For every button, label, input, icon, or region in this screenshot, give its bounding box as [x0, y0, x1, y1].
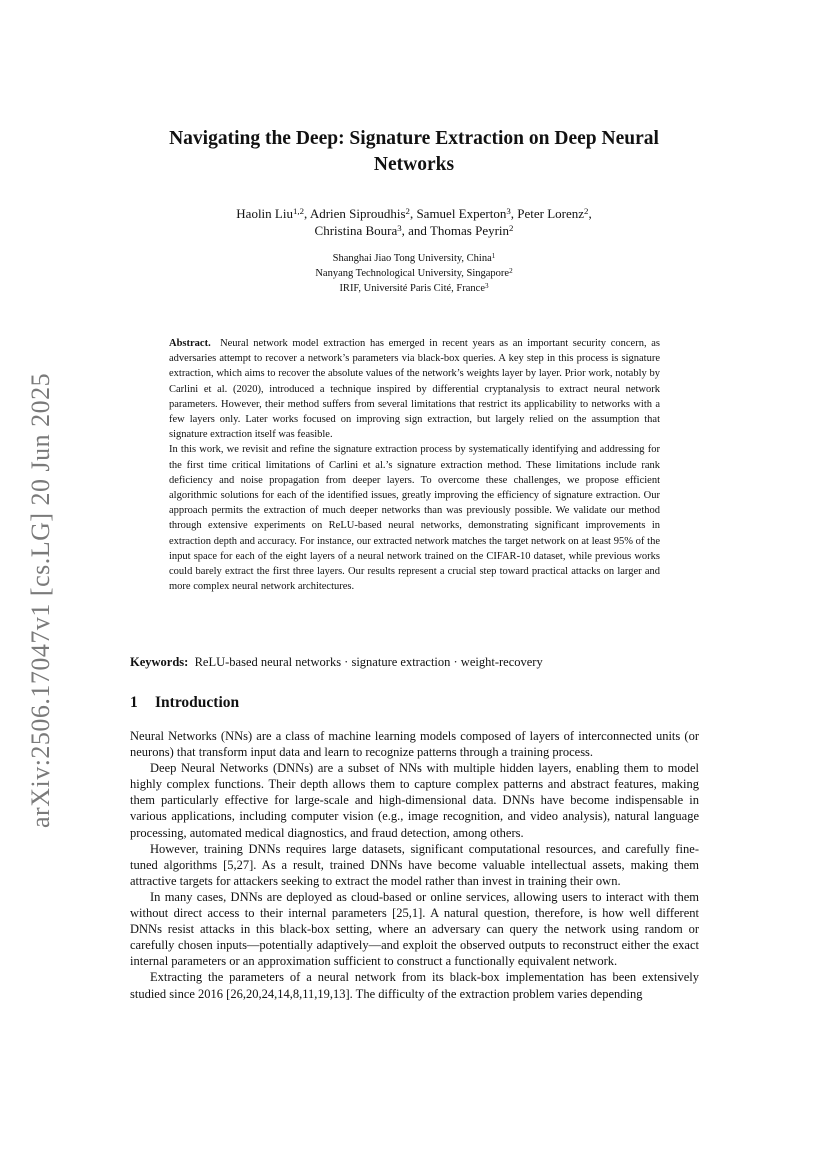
author-list — [130, 205, 698, 239]
paragraph: Neural Networks (NNs) are a class of machine learning models composed of layers of interconnected units (or neurons) that transform input data and learn to recognize patterns through a training process. — [130, 729, 699, 760]
arxiv-identifier: arXiv:2506.17047v1 [cs.LG] 20 Jun 2025 — [26, 372, 55, 828]
paragraph: Extracting the parameters of a neural network from its black-box implementation has been extensively studied since 2016 [26,20,24,14,8,11,19,13]. The difficulty of the extraction problem varies depending — [130, 970, 699, 1001]
section-title: Introduction — [155, 694, 240, 711]
affiliation: Shanghai Jiao Tong University, China$^1$ — [332, 251, 496, 264]
abstract-paragraph: In this work, we revisit and refine the signature extraction process by systematically identifying and addressing for the first time critical limitations of Carlini et al.’s signature extraction method. These limitations include rank deficiency and noise propagation from deeper layers. To overcome these challenges, we propose efficient algorithmic solutions for each of the identified issues, greatly improving the efficiency of signature extraction. Our approach permits the extraction of much deeper networks than was previously possible. We validate our method through extensive experiments on ReLU-based neural networks, demonstrating significant improvements in extraction depth and accuracy. For instance, our extracted network matches the target network on at least 95% of the input space for each of the eight layers of a neural network trained on the CIFAR-10 dataset, while previous works could barely extract the first three layers. Our results represent a crucial step toward practical attacks on larger and more complex neural network architectures. — [169, 444, 660, 593]
abstract-paragraph: Abstract. Neural network model extraction has emerged in recent years as an important security concern, as adversaries attempt to recover a network’s parameters via black-box queries. A key step in this process is signature extraction, which aims to recover the absolute values of the network’s weights layer by layer. Prior work, notably by Carlini et al. (2020), introduced a technique inspired by differential cryptanalysis to extract neural network parameters. However, their method suffers from several limitations that restrict its applicability to networks with a few layers only. Later works focused on improving sign extraction, but largely relied on the assumption that signature extraction itself was feasible. — [169, 338, 661, 441]
paragraph: In many cases, DNNs are deployed as cloud-based or online services, allowing users to interact with them without direct access to their internal parameters [25,1]. A natural question, therefore, is how well different DNNs resist attacks in this black-box setting, where an adversary can query the network using random or carefully chosen inputs—potentially adaptively—and exploit the observed outputs to reconstruct either the exact internal parameters or an approximation sufficient to construct a functionally equivalent network. — [130, 889, 699, 969]
keywords — [130, 654, 700, 670]
paper-title: Navigating the Deep: Signature Extraction on Deep Neural Networks — [169, 128, 659, 175]
author: Adrien Siproudhis$^2$, — [309, 206, 417, 221]
author: Samuel Experton$^3$, — [416, 206, 518, 221]
author: Haolin Liu$^{1,2}$, — [236, 206, 310, 221]
author: Thomas Peyrin$^2$ — [429, 223, 514, 238]
keywords-text: ReLU-based neural networks · signature extraction · weight-recovery — [194, 655, 543, 669]
affiliation-list — [130, 251, 698, 296]
body-text — [130, 728, 699, 1002]
abstract — [169, 336, 660, 594]
affiliation: IRIF, Université Paris Cité, France$^3$ — [339, 281, 489, 294]
author: Christina Boura$^3$, and — [314, 223, 430, 238]
affiliation: Nanyang Technological University, Singapore$^2$ — [315, 266, 513, 279]
abstract-label: Abstract. — [169, 338, 211, 349]
section-number: 1 — [130, 694, 138, 711]
paragraph: However, training DNNs requires large datasets, significant computational resources, and carefully fine-tuned algorithms [5,27]. As a result, trained DNNs have become valuable intellectual assets, making them attractive targets for attackers seeking to extract the model rather than invest in training their own. — [130, 841, 699, 888]
author: Peter Lorenz$^2$, — [517, 206, 592, 221]
section-heading — [130, 694, 239, 712]
paragraph: Deep Neural Networks (DNNs) are a subset of NNs with multiple hidden layers, enabling them to model highly complex functions. Their depth allows them to capture complex patterns and abstract features, making them particularly effective for large-scale and high-dimensional data. DNNs have become indispensable in various applications, including computer vision (e.g., image recognition, and video analysis), natural language processing, automated medical diagnostics, and fraud detection, among others. — [130, 761, 699, 840]
keywords-label: Keywords: — [130, 655, 189, 669]
